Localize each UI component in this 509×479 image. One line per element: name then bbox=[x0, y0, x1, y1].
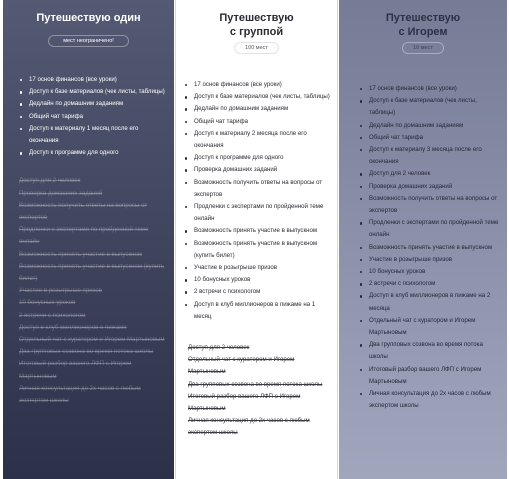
feature-item: 10 бонусных уроков bbox=[369, 266, 501, 278]
excluded-feature-item: Продленки с экспертами по пройденной теме онлайн bbox=[19, 226, 149, 246]
excluded-feature-item: Возможность принять участие в выпускном (купить билет) bbox=[19, 262, 165, 283]
feature-item: Доступ для 2 человек bbox=[369, 168, 501, 180]
seats-badge: мест неограничено! bbox=[48, 35, 129, 47]
feature-item: Проверка домашних заданий bbox=[369, 181, 501, 193]
feature-item: Возможность принять участие в выпускном bbox=[369, 242, 501, 254]
feature-item: Участие в розыгрыше призов bbox=[194, 262, 330, 274]
excluded-feature-item: 2 встречи с психологом bbox=[19, 311, 86, 319]
feature-item: Доступ к материалу 2 месяца после его окончания bbox=[194, 128, 330, 152]
plan-card-group[interactable] bbox=[175, 0, 338, 479]
plan-card-with-igor[interactable] bbox=[339, 0, 507, 479]
feature-item: Дедлайн по домашним заданиям bbox=[194, 103, 330, 115]
excluded-features-list bbox=[19, 175, 167, 407]
excluded-feature-item: Личная консультация до 2х часов с любым экспертом школы bbox=[188, 417, 310, 437]
seats-badge: 100 мест bbox=[234, 42, 279, 54]
feature-item: 17 основ финансов (все уроки) bbox=[194, 79, 330, 91]
feature-item: Продленки с экспертами по пройденной теме онлайн bbox=[194, 201, 330, 225]
feature-item: Доступ к материалу 1 месяц после его окончания bbox=[29, 123, 165, 147]
included-features-list bbox=[29, 74, 165, 159]
feature-item: 17 основ финансов (все уроки) bbox=[369, 83, 501, 95]
feature-item: Два групповых созвона во время потока школы bbox=[369, 339, 501, 363]
feature-item: Возможность принять участие в выпускном bbox=[194, 225, 330, 237]
feature-item: Доступ в клуб миллионеров в пижаме на 1 месяц bbox=[194, 299, 330, 323]
feature-item: Дедлайн по домашним заданиям bbox=[369, 120, 501, 132]
excluded-feature-item: Доступ в клуб миллионеров в пижаме bbox=[19, 323, 127, 331]
feature-item: Доступ к базе материалов (чек листы, таблицы) bbox=[369, 95, 501, 119]
feature-item: Доступ в клуб миллионеров в пижаме на 2 месяца bbox=[369, 290, 501, 314]
plan-card-solo[interactable] bbox=[3, 0, 174, 479]
plan-title bbox=[339, 0, 507, 39]
excluded-features-list bbox=[188, 342, 330, 440]
feature-item: Доступ к базе материалов (чек листы, таблицы) bbox=[194, 91, 330, 103]
plan-title-line-1: Путешествую bbox=[385, 12, 461, 24]
included-features-list bbox=[369, 83, 501, 412]
excluded-feature-item: 10 бонусных уроков bbox=[19, 299, 76, 307]
feature-item: Проверка домашних заданий bbox=[194, 164, 330, 176]
feature-item: 10 бонусных уроков bbox=[194, 274, 330, 286]
excluded-feature-item: Проверка домашних заданий bbox=[19, 189, 103, 197]
excluded-feature-item: Возможность принять участие в выпускном bbox=[19, 250, 143, 258]
feature-item: Доступ к материалу 3 месяца после его окончания bbox=[369, 144, 501, 168]
plan-title-line-2: с Игорем bbox=[398, 26, 448, 38]
feature-item: Возможность получить ответы на вопросы от экспертов bbox=[194, 177, 330, 201]
included-features-list bbox=[194, 79, 330, 323]
excluded-feature-item: Итоговый разбор вашего ЛФП с Игорем Мартыновым bbox=[19, 360, 132, 380]
feature-item: Участие в розыгрыше призов bbox=[369, 254, 501, 266]
feature-item: Возможность принять участие в выпускном (купить билет) bbox=[194, 238, 330, 262]
feature-item: Продленки с экспертами по пройденной теме онлайн bbox=[369, 217, 501, 241]
feature-item: Личная консультация до 2х часов с любым экспертом школы bbox=[369, 388, 501, 412]
excluded-feature-item: Отдельный чат с куратором и Игорем Мартыновым bbox=[19, 336, 165, 344]
excluded-feature-item: Возможность получить ответы на вопросы от экспертов bbox=[19, 201, 148, 222]
plan-title bbox=[175, 0, 338, 39]
feature-item: Итоговый разбор вашего ЛФП с Игорем Мартыновым bbox=[369, 364, 501, 388]
feature-item: Возможность получить ответы на вопросы от экспертов bbox=[369, 193, 501, 217]
feature-item: Дедлайн по домашним заданиям bbox=[29, 98, 165, 110]
excluded-feature-item: Итоговый разбор вашего ЛФП с Игорем Мартыновым bbox=[188, 392, 301, 413]
plan-title-line-1: Путешествую bbox=[219, 12, 294, 24]
excluded-feature-item: Доступ для 2 человек bbox=[19, 177, 81, 185]
plan-title: Путешествую один bbox=[36, 12, 141, 24]
excluded-feature-item: Участие в розыгрыше призов bbox=[19, 287, 102, 295]
plan-title-line-2: с группой bbox=[229, 26, 284, 38]
seats-badge: 10 мест bbox=[402, 42, 444, 54]
excluded-feature-item: Доступ для 2 человек bbox=[188, 344, 250, 352]
excluded-feature-item: Отдельный чат с куратором и Игорем Мартыновым bbox=[188, 356, 295, 376]
feature-item: Общий чат тарифа bbox=[369, 132, 501, 144]
feature-item: Доступ к базе материалов (чек листы, таблицы) bbox=[29, 86, 165, 98]
feature-item: Общий чат тарифа bbox=[194, 116, 330, 128]
excluded-feature-item: Личная консультация до 2х часов с любым экспертом школы bbox=[19, 384, 141, 405]
feature-item: 2 встречи с психологом bbox=[369, 278, 501, 290]
feature-item: 2 встречи с психологом bbox=[194, 286, 330, 298]
feature-item: Доступ к программе для одного bbox=[29, 147, 165, 159]
feature-item: Отдельный чат с куратором и Игорем Мартыновым bbox=[369, 315, 501, 339]
feature-item: 17 основ финансов (все уроки) bbox=[29, 74, 165, 86]
feature-item: Общий чат тарифа bbox=[29, 111, 165, 123]
excluded-feature-item: Два групповых созвона во время потока школы bbox=[188, 380, 323, 388]
excluded-feature-item: Два групповых созвона во время потока школы bbox=[19, 348, 154, 356]
feature-item: Доступ к программе для одного bbox=[194, 152, 330, 164]
